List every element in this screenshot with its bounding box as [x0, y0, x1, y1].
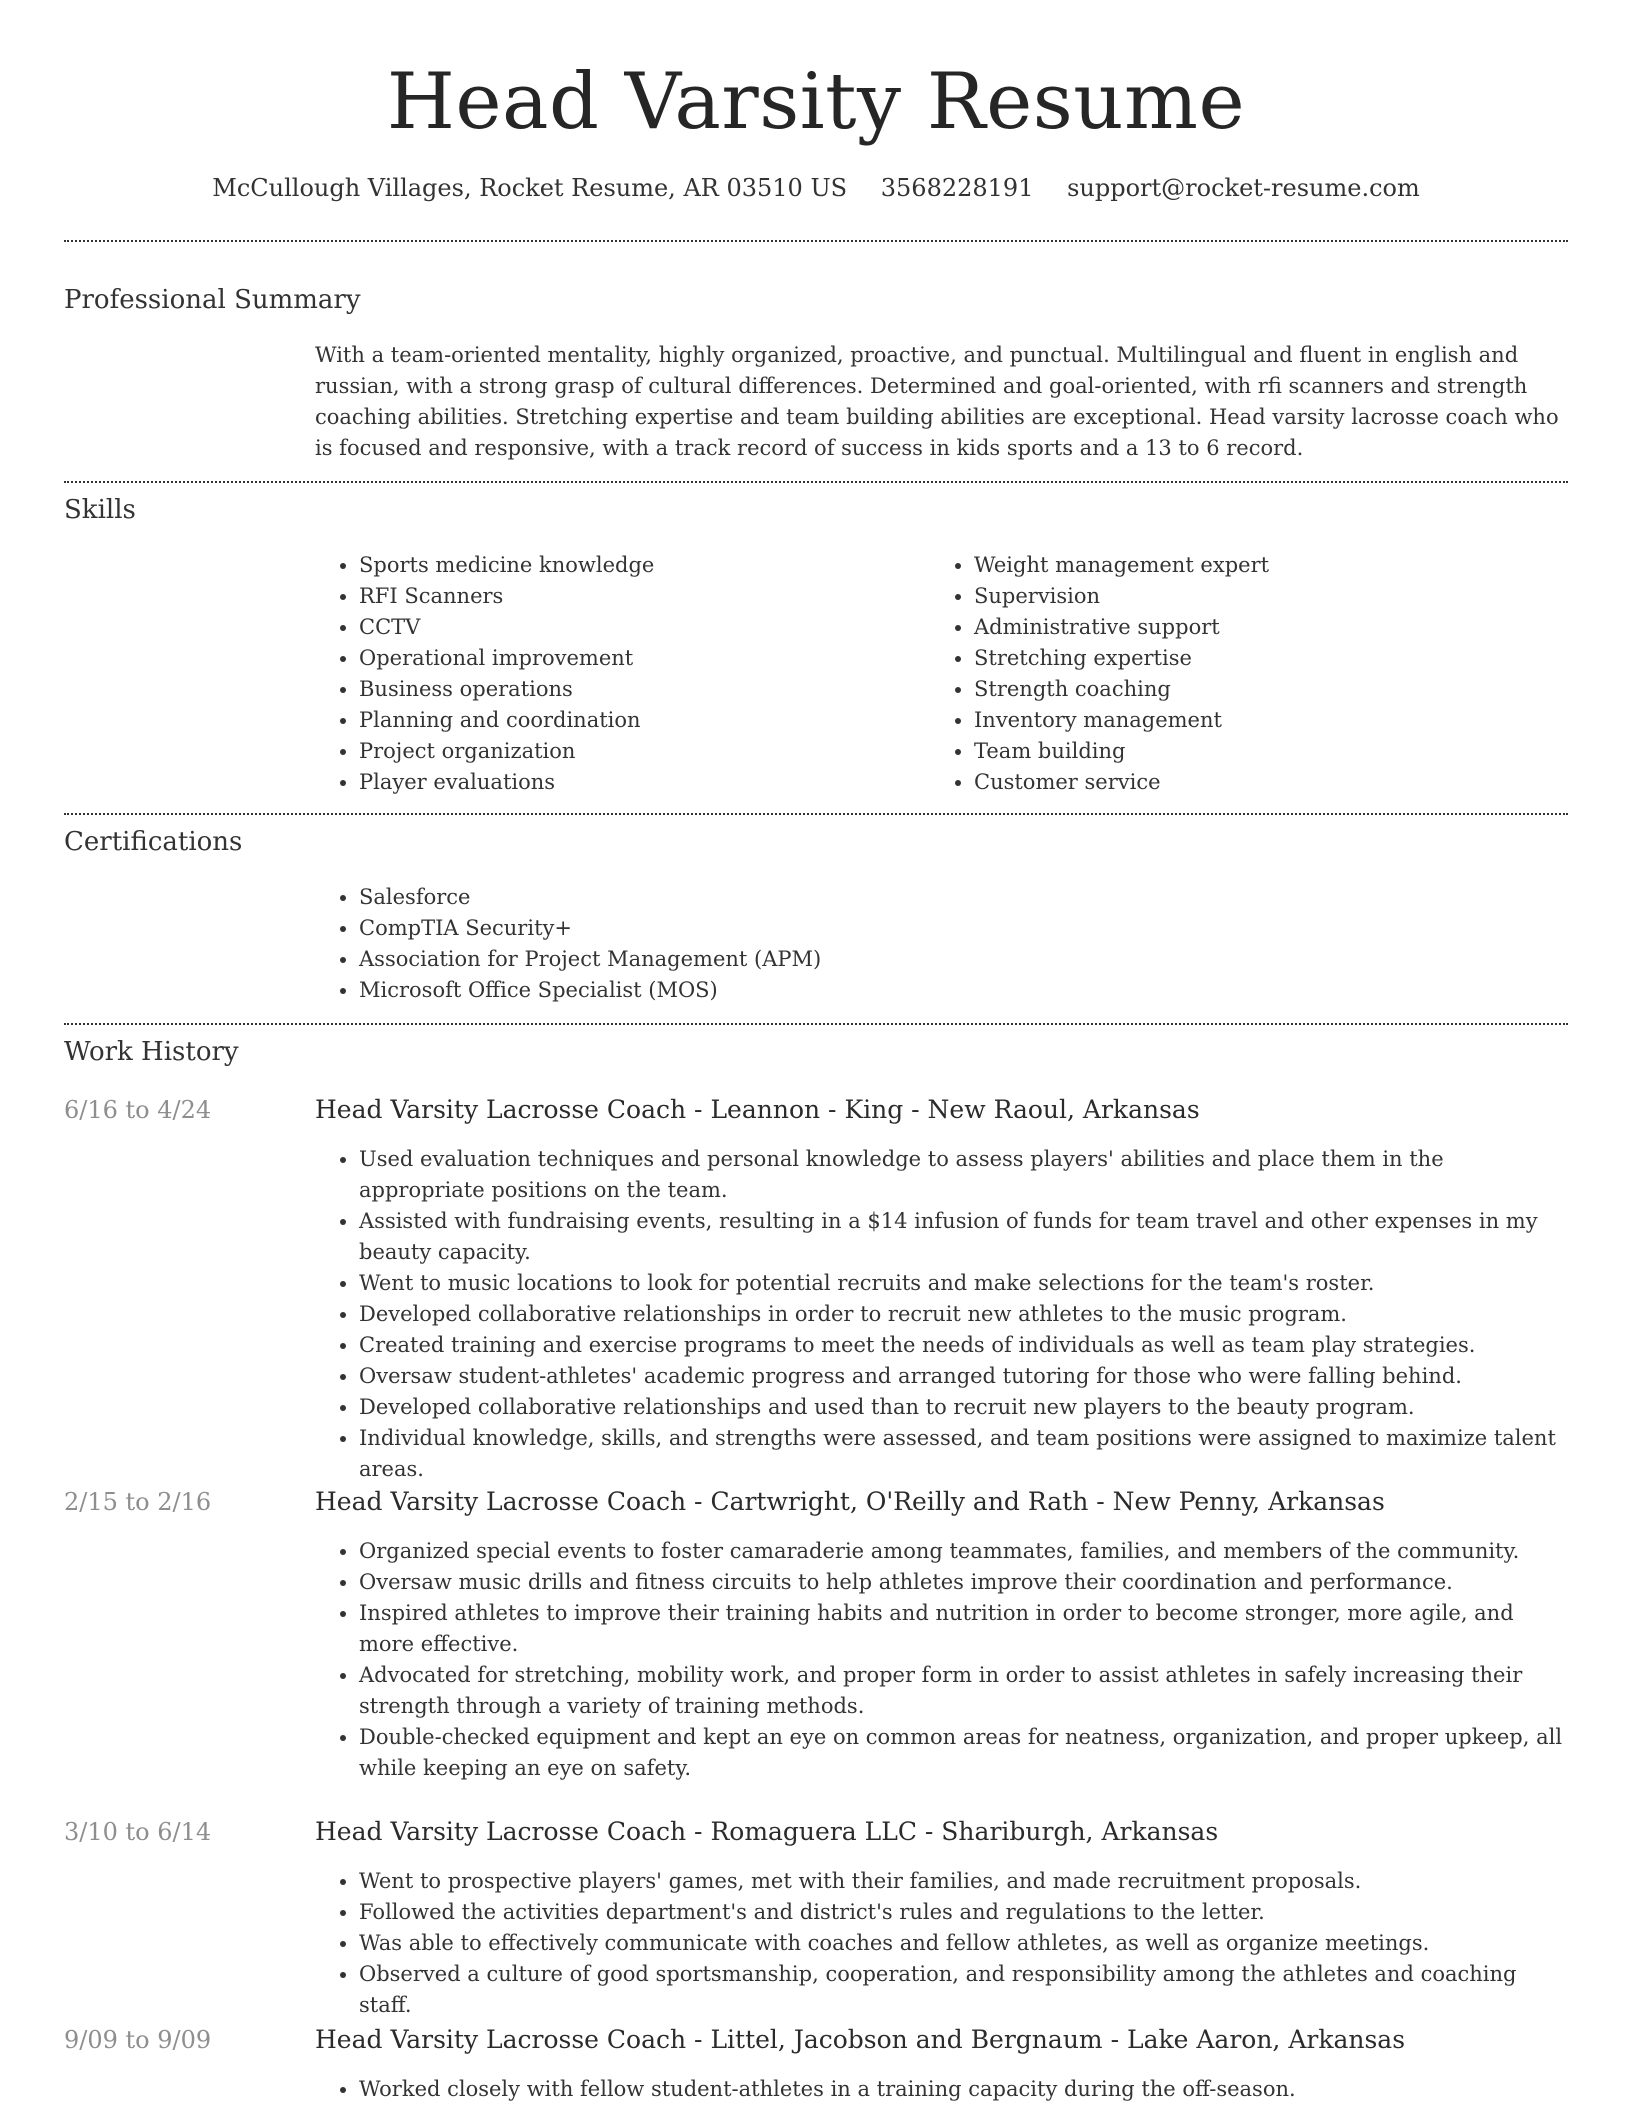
certification-item: • CompTIA Security+ [359, 913, 1568, 944]
job-bullet: • Oversaw music drills and fitness circuits to help athletes improve their coordination and performance. [359, 1567, 1568, 1598]
job-bullet: • Worked closely with fellow student-athletes in a training capacity during the off-season. [359, 2074, 1568, 2105]
skill-item: • Supervision [974, 581, 1568, 612]
job-bullets [315, 1144, 1568, 1485]
job-bullet: • Inspired athletes to improve their training habits and nutrition in order to become stronger, more agile, and more effective. [359, 1598, 1568, 1660]
skill-item: • Administrative support [974, 612, 1568, 643]
skill-item: • Sports medicine knowledge [359, 550, 930, 581]
skills-list-left [315, 550, 930, 798]
skill-item: • Customer service [974, 767, 1568, 798]
contact-line [64, 170, 1568, 206]
job-bullet: • Individual knowledge, skills, and strengths were assessed, and team positions were assigned to maximize talent areas. [359, 1423, 1568, 1485]
skill-item: • Strength coaching [974, 674, 1568, 705]
job-dates: 3/10 to 6/14 [64, 1818, 212, 1846]
skill-item: • Project organization [359, 736, 930, 767]
job-title: Head Varsity Lacrosse Coach - Romaguera LLC - Shariburgh, Arkansas [315, 1817, 1219, 1846]
job-bullet: • Went to prospective players' games, met with their families, and made recruitment proposals. [359, 1866, 1568, 1897]
job-bullets [315, 1536, 1568, 1784]
contact-email: support@rocket-resume.com [1067, 174, 1420, 202]
contact-address: McCullough Villages, Rocket Resume, AR 03510 US [212, 174, 848, 202]
certification-item: • Salesforce [359, 882, 1568, 913]
divider [64, 813, 1568, 815]
contact-phone: 3568228191 [880, 174, 1034, 202]
job-dates: 2/15 to 2/16 [64, 1488, 212, 1516]
skill-item: • Business operations [359, 674, 930, 705]
job-bullet: • Observed a culture of good sportsmanship, cooperation, and responsibility among the athletes and coaching staff. [359, 1959, 1568, 2021]
skills-heading: Skills [64, 495, 136, 525]
skill-item: • Planning and coordination [359, 705, 930, 736]
job-bullet: • Assisted with fundraising events, resulting in a $14 infusion of funds for team travel and other expenses in my beauty capacity. [359, 1206, 1568, 1268]
skill-item: • CCTV [359, 612, 930, 643]
skill-item: • Inventory management [974, 705, 1568, 736]
skill-item: • Stretching expertise [974, 643, 1568, 674]
job-dates: 9/09 to 9/09 [64, 2026, 212, 2054]
divider [64, 240, 1568, 242]
job-bullets [315, 2074, 1568, 2105]
job-bullet: • Developed collaborative relationships in order to recruit new athletes to the music program. [359, 1299, 1568, 1330]
job-title: Head Varsity Lacrosse Coach - Littel, Jacobson and Bergnaum - Lake Aaron, Arkansas [315, 2025, 1406, 2054]
resume-page [64, 0, 1568, 2112]
skill-item: • Player evaluations [359, 767, 930, 798]
certifications-list [315, 882, 1568, 1006]
skill-item: • Weight management expert [974, 550, 1568, 581]
summary-heading: Professional Summary [64, 285, 361, 315]
job-dates: 6/16 to 4/24 [64, 1096, 212, 1124]
certification-item: • Association for Project Management (APM) [359, 944, 1568, 975]
work-history-heading: Work History [64, 1037, 239, 1067]
summary-text: With a team-oriented mentality, highly organized, proactive, and punctual. Multilingual and fluent in english and russian, with a strong grasp of cultural differences. Determined and goal-oriented, with rfi scanners and strength coaching abilities. Stretching expertise and team building abilities are exceptional. Head varsity lacrosse coach who is focused and responsive, with a track record of success in kids sports and a 13 to 6 record. [315, 343, 1559, 460]
skill-item: • RFI Scanners [359, 581, 930, 612]
job-bullets [315, 1866, 1568, 2021]
job-bullet: • Developed collaborative relationships and used than to recruit new players to the beauty program. [359, 1392, 1568, 1423]
job-title: Head Varsity Lacrosse Coach - Leannon - King - New Raoul, Arkansas [315, 1095, 1200, 1124]
skill-item: • Team building [974, 736, 1568, 767]
skill-item: • Operational improvement [359, 643, 930, 674]
certification-item: • Microsoft Office Specialist (MOS) [359, 975, 1568, 1006]
job-bullet: • Was able to effectively communicate with coaches and fellow athletes, as well as organize meetings. [359, 1928, 1568, 1959]
job-bullet: • Followed the activities department's and district's rules and regulations to the letter. [359, 1897, 1568, 1928]
job-title: Head Varsity Lacrosse Coach - Cartwright, O'Reilly and Rath - New Penny, Arkansas [315, 1487, 1385, 1516]
resume-title: Head Varsity Resume [386, 57, 1246, 147]
job-bullet: • Oversaw student-athletes' academic progress and arranged tutoring for those who were falling behind. [359, 1361, 1568, 1392]
certifications-heading: Certifications [64, 827, 243, 857]
divider [64, 1023, 1568, 1025]
divider [64, 481, 1568, 483]
job-bullet: • Went to music locations to look for potential recruits and make selections for the team's roster. [359, 1268, 1568, 1299]
job-bullet: • Advocated for stretching, mobility work, and proper form in order to assist athletes in safely increasing their strength through a variety of training methods. [359, 1660, 1568, 1722]
job-bullet: • Double-checked equipment and kept an eye on common areas for neatness, organization, and proper upkeep, all while keeping an eye on safety. [359, 1722, 1568, 1784]
skills-list-right [930, 550, 1568, 798]
job-bullet: • Created training and exercise programs to meet the needs of individuals as well as team play strategies. [359, 1330, 1568, 1361]
job-bullet: • Used evaluation techniques and personal knowledge to assess players' abilities and place them in the appropriate positions on the team. [359, 1144, 1568, 1206]
job-bullet: • Organized special events to foster camaraderie among teammates, families, and members of the community. [359, 1536, 1568, 1567]
